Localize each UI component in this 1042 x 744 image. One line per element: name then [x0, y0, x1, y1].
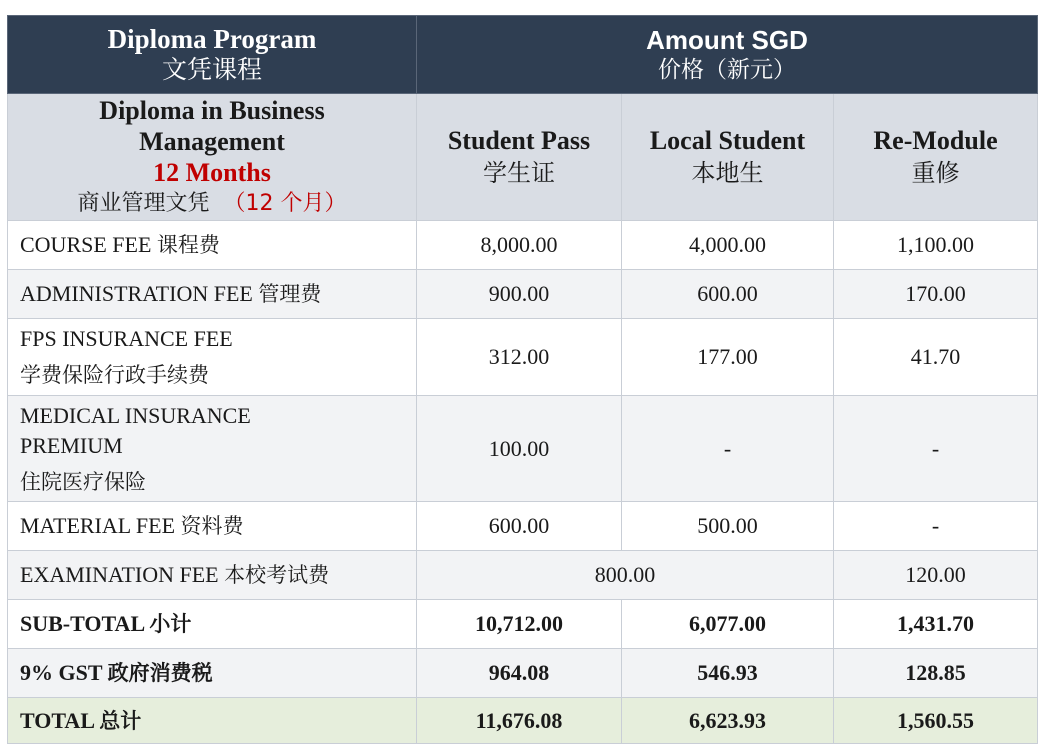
row-label-en: EXAMINATION FEE: [20, 562, 219, 587]
row-label-zh: 住院医疗保险: [20, 469, 146, 494]
table-row-examination-fee: [8, 551, 1038, 600]
row-label: [8, 600, 417, 649]
table-row-course-fee: [8, 221, 1038, 270]
cell-re-module: 170.00: [834, 270, 1038, 319]
cell-local-student: 177.00: [622, 319, 834, 396]
cell-re-module: 1,560.55: [834, 698, 1038, 744]
table-row-sub-total: [8, 600, 1038, 649]
program-header-zh: 文凭课程: [161, 55, 262, 84]
row-label-zh: 小计: [149, 612, 192, 636]
cell-re-module: 41.70: [834, 319, 1038, 396]
row-label-en: TOTAL: [20, 707, 94, 733]
course-duration: 12 Months: [153, 157, 271, 187]
cell-re-module: 128.85: [834, 649, 1038, 698]
cell-re-module: 120.00: [834, 551, 1038, 600]
course-name-line1: Diploma in Business: [99, 95, 325, 125]
cell-re-module: 1,100.00: [834, 221, 1038, 270]
cell-local-student: 6,623.93: [622, 698, 834, 744]
table-row-administration-fee: [8, 270, 1038, 319]
table-row-fps-insurance-fee: [8, 319, 1038, 396]
column-header-re-module: [834, 94, 1038, 221]
program-header-en: Diploma Program: [107, 24, 317, 54]
table-row-gst: [8, 649, 1038, 698]
cell-student-pass: 10,712.00: [417, 600, 622, 649]
row-label-en: ADMINISTRATION FEE: [20, 281, 253, 306]
cell-student-pass: 100.00: [417, 396, 622, 502]
row-label-en: 9% GST: [20, 660, 103, 685]
row-label-en: COURSE FEE: [20, 232, 152, 257]
course-name-line2: Management: [139, 126, 285, 156]
row-label-en: SUB-TOTAL: [20, 611, 144, 636]
column-header-en: Student Pass: [447, 126, 591, 155]
row-label: [8, 551, 417, 600]
course-name-zh: [8, 188, 416, 220]
row-label: [8, 221, 417, 270]
cell-student-pass: 964.08: [417, 649, 622, 698]
subheader-row: [8, 94, 1038, 221]
row-label-en: MATERIAL FEE: [20, 513, 176, 538]
cell-re-module: 1,431.70: [834, 600, 1038, 649]
row-label: [8, 698, 417, 744]
cell-re-module: -: [834, 502, 1038, 551]
row-label: [8, 319, 417, 396]
header-row: [8, 16, 1038, 94]
cell-student-pass: 600.00: [417, 502, 622, 551]
row-label-en: FPS INSURANCE FEE: [20, 326, 233, 351]
column-header-student-pass: [417, 94, 622, 221]
course-name-cell: [8, 94, 417, 221]
column-header-zh: 本地生: [691, 159, 764, 187]
fee-table: [7, 15, 1038, 744]
table-row-material-fee: [8, 502, 1038, 551]
cell-local-student: 500.00: [622, 502, 834, 551]
row-label-zh: 课程费: [156, 233, 220, 257]
cell-local-student: 4,000.00: [622, 221, 834, 270]
row-label: [8, 649, 417, 698]
column-header-en: Re-Module: [873, 126, 998, 155]
amount-header-cell: [417, 16, 1038, 94]
amount-header-zh: 价格（新元）: [658, 56, 796, 83]
cell-local-student: 546.93: [622, 649, 834, 698]
row-label-zh: 政府消费税: [107, 661, 213, 685]
course-name-zh-text: 商业管理文凭: [77, 190, 210, 216]
cell-student-pass: 312.00: [417, 319, 622, 396]
cell-student-pass: 11,676.08: [417, 698, 622, 744]
cell-local-student: 600.00: [622, 270, 834, 319]
row-label-zh: 总计: [99, 708, 142, 733]
cell-local-student: 6,077.00: [622, 600, 834, 649]
cell-student-pass: 8,000.00: [417, 221, 622, 270]
cell-re-module: -: [834, 396, 1038, 502]
table-row-medical-insurance: [8, 396, 1038, 502]
row-label-zh: 本校考试费: [224, 563, 330, 587]
cell-student-local-merged: 800.00: [417, 551, 834, 600]
row-label-zh: 管理费: [258, 282, 322, 306]
cell-student-pass: 900.00: [417, 270, 622, 319]
amount-header-en: Amount SGD: [646, 24, 808, 55]
row-label-zh: 学费保险行政手续费: [20, 363, 209, 387]
row-label-en-line2: PREMIUM: [20, 432, 123, 458]
program-header-cell: [8, 16, 417, 94]
cell-local-student: -: [622, 396, 834, 502]
course-duration-zh: （12 个月）: [223, 190, 347, 216]
column-header-local-student: [622, 94, 834, 221]
column-header-zh: 学生证: [483, 159, 555, 187]
row-label: [8, 396, 417, 502]
row-label: [8, 502, 417, 551]
row-label-en-line1: MEDICAL INSURANCE: [20, 402, 251, 428]
row-label: [8, 270, 417, 319]
column-header-en: Local Student: [649, 126, 806, 155]
column-header-zh: 重修: [911, 159, 960, 187]
table-row-total: [8, 698, 1038, 744]
row-label-zh: 资料费: [180, 514, 244, 538]
